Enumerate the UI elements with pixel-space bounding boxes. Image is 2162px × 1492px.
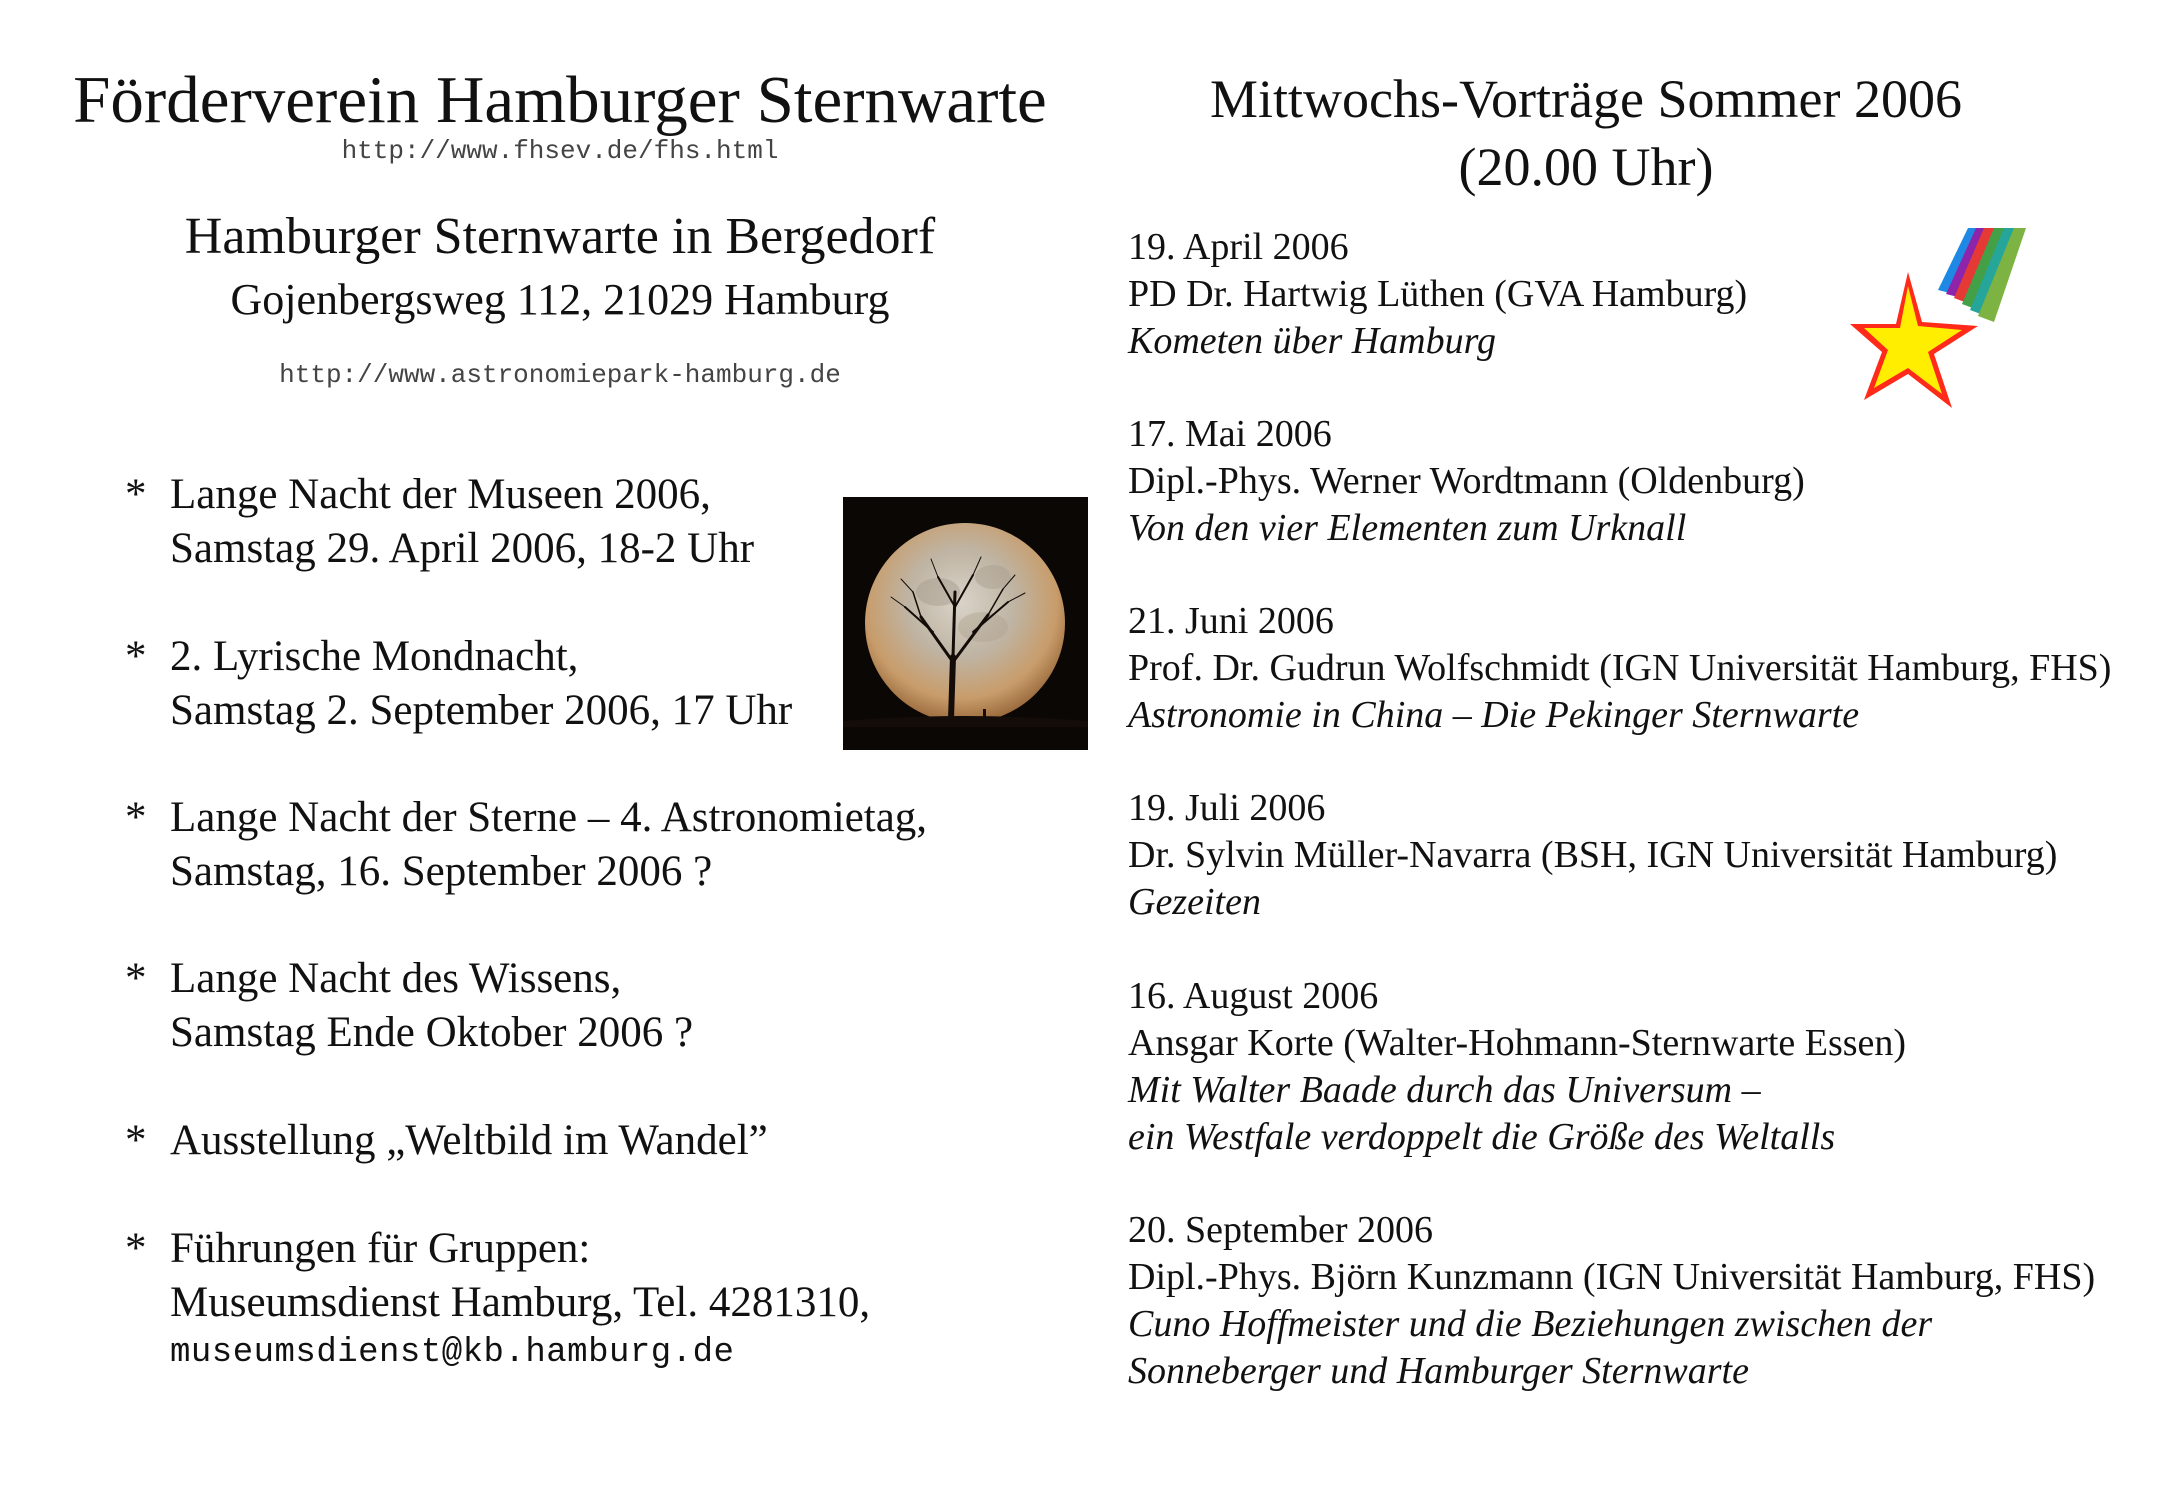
lecture-date: 19. April 2006 — [1128, 226, 1349, 268]
lecture-date: 19. Juli 2006 — [1128, 787, 1326, 829]
event-contact: Museumsdienst Hamburg, Tel. 4281310, — [170, 1279, 871, 1326]
lecture-topic: Cuno Hoffmeister und die Beziehungen zwischen der — [1128, 1303, 1933, 1345]
lecture-topic: Kometen über Hamburg — [1128, 320, 1496, 362]
lecture-date: 16. August 2006 — [1128, 975, 1379, 1017]
bullet-asterisk: * — [125, 633, 147, 680]
lecture-speaker: PD Dr. Hartwig Lüthen (GVA Hamburg) — [1128, 273, 1748, 315]
event-title: Ausstellung „Weltbild im Wandel” — [170, 1117, 768, 1164]
observatory-url[interactable]: http://www.astronomiepark-hamburg.de — [279, 360, 841, 390]
lectures-heading — [1120, 65, 2052, 201]
lectures-time: (20.00 Uhr) — [1458, 137, 1714, 197]
bullet-asterisk: * — [125, 1225, 147, 1272]
event-item — [125, 791, 927, 899]
lecture-topic: ein Westfale verdoppelt die Größe des Weltalls — [1128, 1116, 1836, 1158]
lecture-date: 17. Mai 2006 — [1128, 413, 1332, 455]
bullet-asterisk: * — [125, 794, 147, 841]
lecture-entry — [1128, 973, 1906, 1161]
lecture-date: 20. September 2006 — [1128, 1209, 1434, 1251]
lecture-speaker: Ansgar Korte (Walter-Hohmann-Sternwarte Essen) — [1128, 1022, 1907, 1064]
lectures-title: Mittwochs-Vorträge Sommer 2006 — [1210, 69, 1962, 129]
moon-photo — [843, 497, 1088, 750]
event-item — [125, 468, 754, 576]
lecture-entry — [1128, 411, 1805, 552]
event-date: Samstag 29. April 2006, 18-2 Uhr — [170, 525, 755, 572]
lecture-speaker: Dr. Sylvin Müller-Navarra (BSH, IGN Universität Hamburg) — [1128, 834, 2058, 876]
lecture-topic: Gezeiten — [1128, 881, 1261, 923]
event-item — [125, 1222, 870, 1376]
lecture-date: 21. Juni 2006 — [1128, 600, 1334, 642]
observatory-address: Gojenbergsweg 112, 21029 Hamburg — [230, 275, 890, 324]
event-title: Lange Nacht der Sterne – 4. Astronomietag, — [170, 794, 928, 841]
event-item — [125, 952, 693, 1060]
event-title: Lange Nacht der Museen 2006, — [170, 471, 711, 518]
organization-url[interactable]: http://www.fhsev.de/fhs.html — [341, 136, 779, 166]
lecture-speaker: Dipl.-Phys. Werner Wordtmann (Oldenburg) — [1128, 460, 1805, 502]
bullet-asterisk: * — [125, 955, 147, 1002]
shooting-star-graphic — [1850, 228, 2040, 423]
event-item — [125, 630, 792, 738]
organization-title: Förderverein Hamburger Sternwarte — [73, 63, 1047, 137]
event-title: Führungen für Gruppen: — [170, 1225, 591, 1272]
lecture-topic: Sonneberger und Hamburger Sternwarte — [1128, 1350, 1749, 1392]
moon-tree-illustration — [843, 497, 1088, 750]
lecture-speaker: Prof. Dr. Gudrun Wolfschmidt (IGN Universität Hamburg, FHS) — [1128, 647, 2112, 689]
event-item — [125, 1114, 768, 1168]
event-date: Samstag Ende Oktober 2006 ? — [170, 1009, 694, 1056]
lecture-speaker: Dipl.-Phys. Björn Kunzmann (IGN Universität Hamburg, FHS) — [1128, 1256, 2096, 1298]
lecture-topic: Mit Walter Baade durch das Universum – — [1128, 1069, 1761, 1111]
event-date: Samstag, 16. September 2006 ? — [170, 848, 713, 895]
observatory-name: Hamburger Sternwarte in Bergedorf — [184, 208, 936, 265]
lecture-topic: Von den vier Elementen zum Urknall — [1128, 507, 1687, 549]
lecture-topic: Astronomie in China – Die Pekinger Sternwarte — [1128, 694, 1860, 736]
event-title: 2. Lyrische Mondnacht, — [170, 633, 579, 680]
event-date: Samstag 2. September 2006, 17 Uhr — [170, 687, 793, 734]
lecture-entry — [1128, 1207, 2095, 1395]
lecture-entry — [1128, 598, 2111, 739]
lecture-entry — [1128, 785, 2057, 926]
contact-email[interactable]: museumsdienst@kb.hamburg.de — [170, 1334, 735, 1372]
bullet-asterisk: * — [125, 471, 147, 518]
lecture-entry — [1128, 224, 1747, 365]
shooting-star-icon — [1850, 228, 2040, 423]
bullet-asterisk: * — [125, 1117, 147, 1164]
event-title: Lange Nacht des Wissens, — [170, 955, 622, 1002]
